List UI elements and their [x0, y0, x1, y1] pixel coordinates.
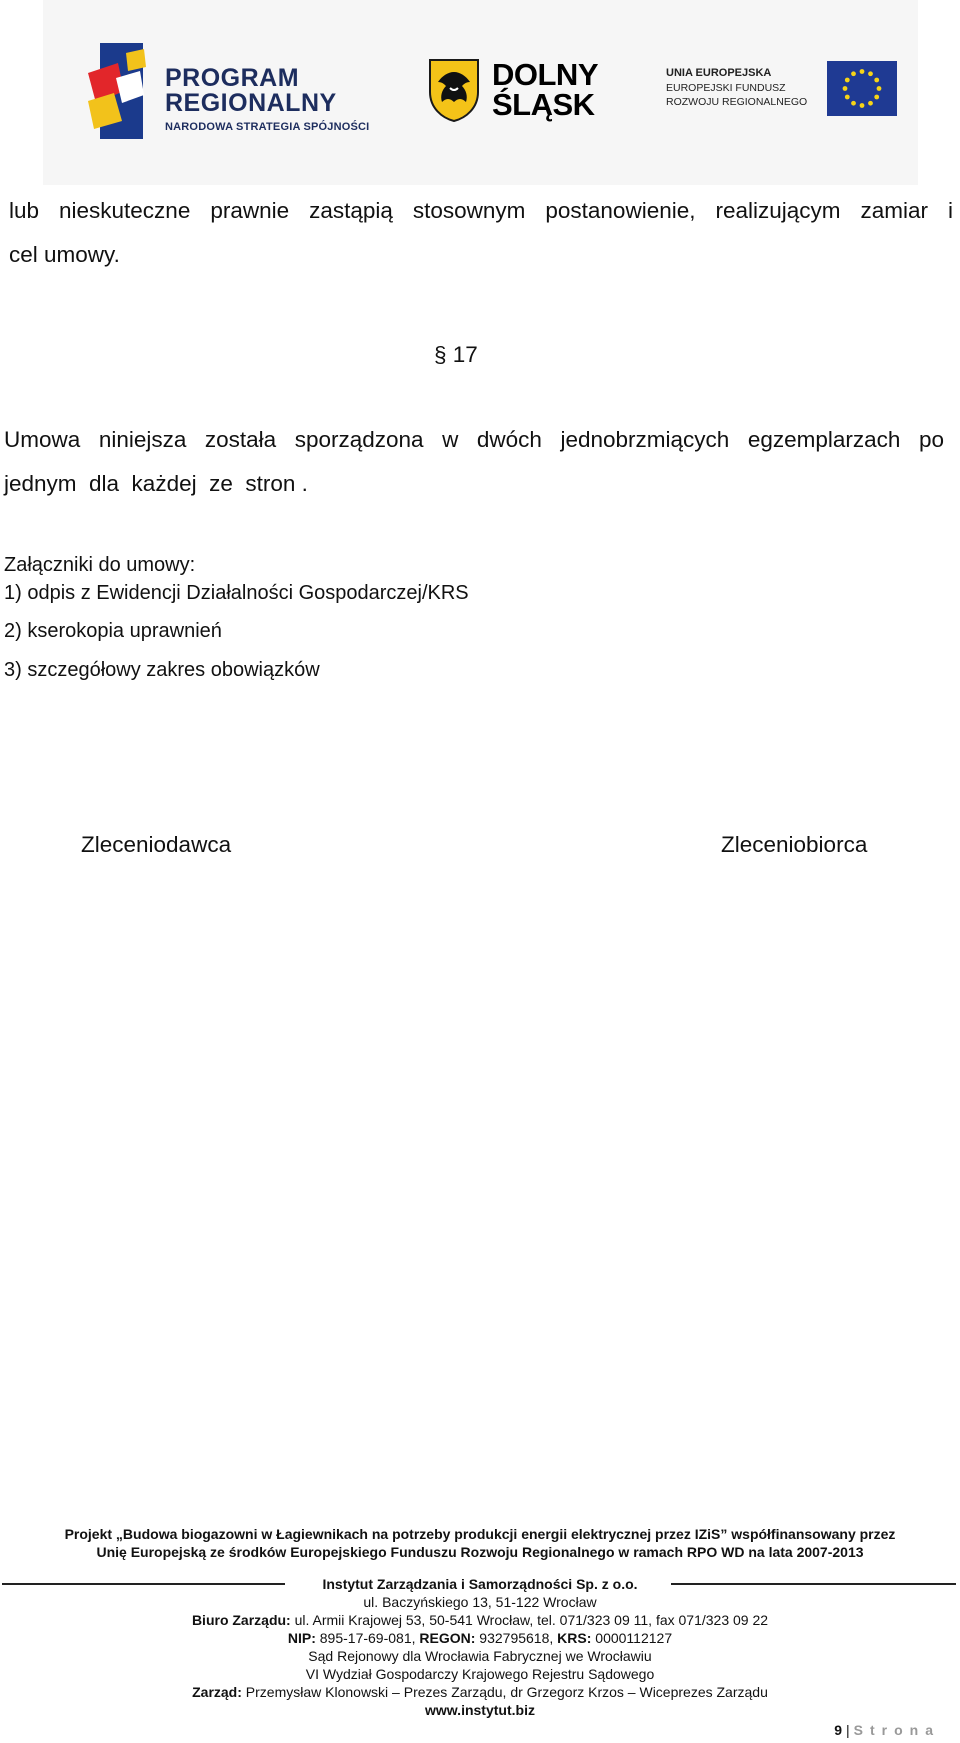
- footer-board-value: Przemysław Klonowski – Prezes Zarządu, dr Grzegorz Krzos – Wiceprezes Zarządu: [245, 1684, 768, 1700]
- eu-star: [845, 95, 850, 100]
- word: została: [204, 427, 277, 452]
- word: i: [947, 198, 953, 223]
- dolny-slask-text: [492, 57, 598, 122]
- page-number-label: Strona: [853, 1722, 940, 1738]
- page-number-value: 9: [834, 1722, 843, 1738]
- eu-star: [877, 86, 882, 91]
- eu-flag-icon: [827, 61, 897, 116]
- word: jednobrzmiących: [560, 427, 730, 452]
- footer-office: [0, 1611, 960, 1629]
- dolny-title-line2: ŚLĄSK: [492, 87, 595, 122]
- word: lub: [9, 198, 40, 223]
- program-title-line2: REGIONALNY: [165, 89, 337, 117]
- ue-fund-line2: ROZWOJU REGIONALNEGO: [666, 96, 808, 108]
- eu-star: [868, 71, 873, 76]
- footer-office-label: Biuro Zarządu:: [191, 1612, 291, 1628]
- program-regionalny-logo-icon: [88, 43, 156, 139]
- footer-website-link[interactable]: www.instytut.biz: [425, 1702, 535, 1718]
- eu-star: [874, 95, 879, 100]
- word: zamiar: [860, 198, 928, 223]
- footer-regon-value: 932795618,: [479, 1630, 554, 1646]
- footer-court-line1: Sąd Rejonowy dla Wrocławia Fabrycznej we Wrocławiu: [308, 1648, 652, 1664]
- footer-court-line2: VI Wydział Gospodarczy Krajowego Rejestru Sądowego: [305, 1666, 655, 1682]
- program-regionalny-text: [165, 66, 369, 135]
- footer-regon-label: REGON:: [419, 1630, 476, 1646]
- signature-right-label: Zleceniobiorca: [721, 832, 868, 857]
- eu-star: [860, 103, 865, 108]
- paragraph-line-2: cel umowy.: [9, 242, 120, 267]
- dolny-slask-coat-of-arms-icon: [428, 58, 480, 122]
- word: prawnie: [210, 198, 290, 223]
- footer-address: ul. Baczyńskiego 13, 51-122 Wrocław: [363, 1594, 597, 1610]
- attachment-item-3: 3) szczegółowy zakres obowiązków: [4, 659, 320, 681]
- word: stosownym: [412, 198, 526, 223]
- paragraph-line-1: [9, 199, 953, 223]
- word: sporządzona: [294, 427, 424, 452]
- attachment-item-1: 1) odpis z Ewidencji Działalności Gospodarczej/KRS: [4, 582, 469, 604]
- program-title-line1: PROGRAM: [165, 64, 300, 92]
- footer-board: [0, 1683, 960, 1701]
- eu-star: [843, 86, 848, 91]
- footer-registration: [0, 1629, 960, 1647]
- footer-nip-value: 895-17-69-081,: [319, 1630, 416, 1646]
- page-number-separator: |: [846, 1722, 850, 1738]
- footer-office-value: ul. Armii Krajowej 53, 50-541 Wrocław, tel. 071/323 09 11, fax 071/323 09 22: [294, 1612, 769, 1628]
- program-subtitle: NARODOWA STRATEGIA SPÓJNOŚCI: [165, 121, 370, 133]
- eu-star: [860, 69, 865, 74]
- word: zastąpią: [309, 198, 393, 223]
- footer-krs-value: 0000112127: [595, 1630, 673, 1646]
- paragraph-line-4: jednym dla każdej ze stron .: [4, 471, 308, 496]
- footer-krs-label: KRS:: [557, 1630, 592, 1646]
- word: po: [918, 427, 944, 452]
- unia-europejska-text: [666, 66, 807, 109]
- eu-star: [851, 101, 856, 106]
- footer-company-name: Instytut Zarządzania i Samorządności Sp. z o.o.: [322, 1576, 638, 1592]
- eu-star: [851, 71, 856, 76]
- word: w: [442, 427, 459, 452]
- word: niniejsza: [98, 427, 187, 452]
- eu-star: [845, 78, 850, 83]
- attachments-title: Załączniki do umowy:: [4, 554, 196, 576]
- footer-board-label: Zarząd:: [192, 1684, 242, 1700]
- signature-left-label: Zleceniodawca: [81, 832, 232, 857]
- section-heading: § 17: [434, 342, 478, 367]
- paragraph-line-3: [4, 428, 944, 452]
- attachment-item-2: 2) kserokopia uprawnień: [4, 620, 222, 642]
- eu-star: [868, 101, 873, 106]
- dolny-title-line1: DOLNY: [492, 57, 598, 92]
- eu-star: [874, 78, 879, 83]
- word: nieskuteczne: [59, 198, 191, 223]
- ue-title: UNIA EUROPEJSKA: [666, 67, 772, 79]
- word: egzemplarzach: [747, 427, 901, 452]
- ue-fund-line1: EUROPEJSKI FUNDUSZ: [666, 82, 786, 94]
- word: realizującym: [715, 198, 841, 223]
- footer-nip-label: NIP:: [287, 1630, 316, 1646]
- word: Umowa: [4, 427, 81, 452]
- footer-project-line2: Unię Europejską ze środków Europejskiego Funduszu Rozwoju Regionalnego w ramach RPO WD na lata 2007-2013: [96, 1544, 864, 1560]
- page-number: [834, 1722, 940, 1738]
- word: dwóch: [476, 427, 542, 452]
- footer-project-line1: Projekt „Budowa biogazowni w Łagiewnikach na potrzeby produkcji energii elektrycznej przez IZiS” współfinansowany przez: [64, 1526, 896, 1542]
- word: postanowienie,: [545, 198, 696, 223]
